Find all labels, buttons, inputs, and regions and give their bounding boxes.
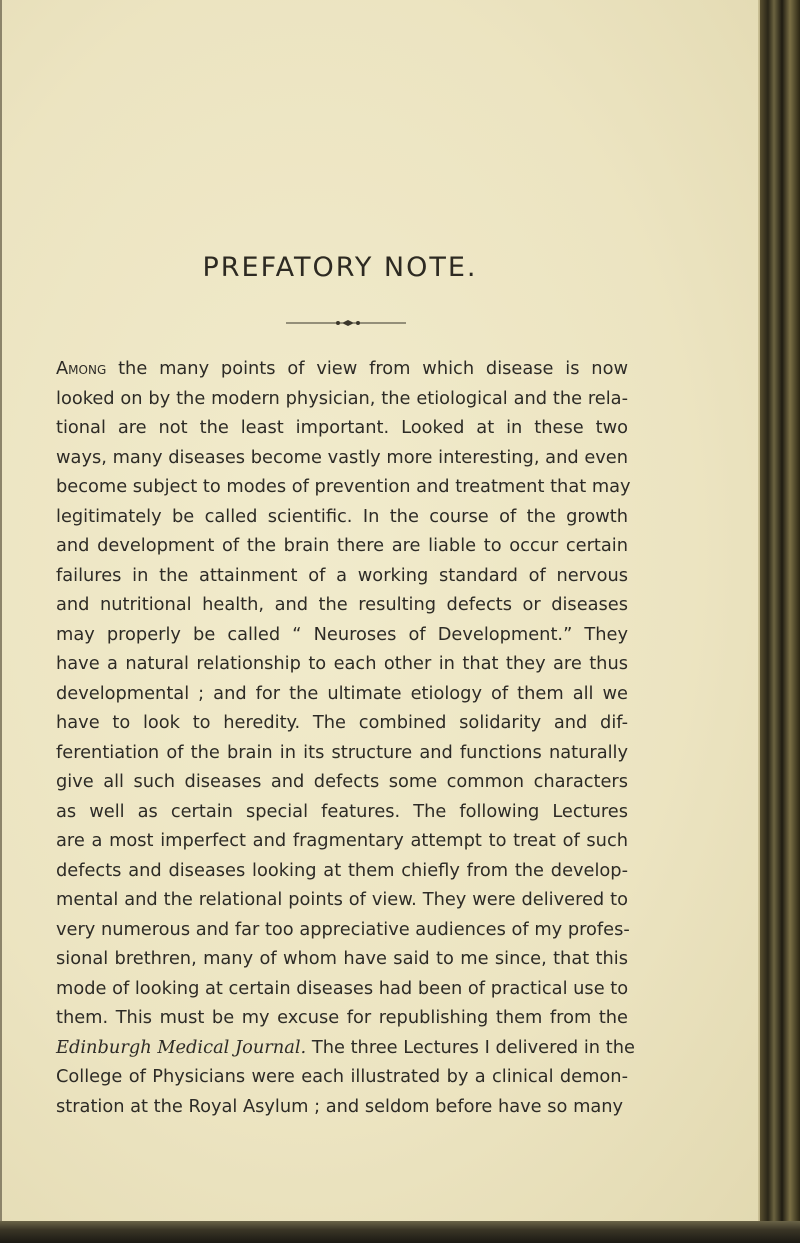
text-line: and development of the brain there are liable to occur certain — [56, 535, 628, 556]
text-line: very numerous and far too appreciative audiences of my profes- — [56, 918, 630, 940]
text-line: sional brethren, many of whom have said to me since, that this — [56, 948, 628, 969]
opening-word: Among — [56, 358, 107, 379]
text-line: Edinburgh Medical Journal. The three Lectures I delivered in the — [56, 1036, 635, 1058]
text-line: are a most imperfect and fragmentary attempt to treat of such — [56, 830, 628, 851]
body-paragraph — [56, 354, 635, 1121]
text-line: may properly be called “ Neuroses of Development.” They — [56, 623, 628, 645]
text-line: ferentiation of the brain in its structure and functions naturally — [56, 741, 628, 763]
text-line: as well as certain special features. The following Lectures — [56, 800, 628, 822]
text-line: give all such diseases and defects some common characters — [56, 771, 628, 792]
text-line: tional are not the least important. Looked at in these two — [56, 417, 628, 438]
text-line: them. This must be my excuse for republishing them from the — [56, 1007, 628, 1028]
text-line: have to look to heredity. The combined solidarity and dif- — [56, 712, 628, 733]
text-line: looked on by the modern physician, the etiological and the rela- — [56, 387, 628, 409]
text-line: failures in the attainment of a working standard of nervous — [56, 564, 628, 586]
text-line: and nutritional health, and the resulting defects or diseases — [56, 594, 628, 615]
ornament-divider — [286, 319, 406, 327]
book-spine — [760, 0, 800, 1243]
text-line: mental and the relational points of view. They were delivered to — [56, 889, 628, 910]
page-bottom-edge — [0, 1221, 800, 1243]
text-line: College of Physicians were each illustrated by a clinical demon- — [56, 1066, 628, 1087]
text-line: defects and diseases looking at them chiefly from the develop- — [56, 859, 628, 881]
text-line: developmental ; and for the ultimate etiology of them all we — [56, 682, 628, 704]
text-line: Among the many points of view from which disease is now — [56, 358, 628, 379]
text-line: mode of looking at certain diseases had been of practical use to — [56, 977, 629, 999]
text-line: have a natural relationship to each other in that they are thus — [56, 653, 628, 674]
journal-title: Edinburgh Medical Journal. — [56, 1036, 307, 1058]
text-line: ways, many diseases become vastly more interesting, and even — [56, 446, 628, 468]
text-line: stration at the Royal Asylum ; and seldom before have so many — [56, 1095, 624, 1117]
text-line: become subject to modes of prevention and treatment that may — [56, 476, 631, 497]
text-line: legitimately be called scientific. In the course of the growth — [56, 505, 628, 527]
page-title: PREFATORY NOTE. — [202, 252, 478, 283]
